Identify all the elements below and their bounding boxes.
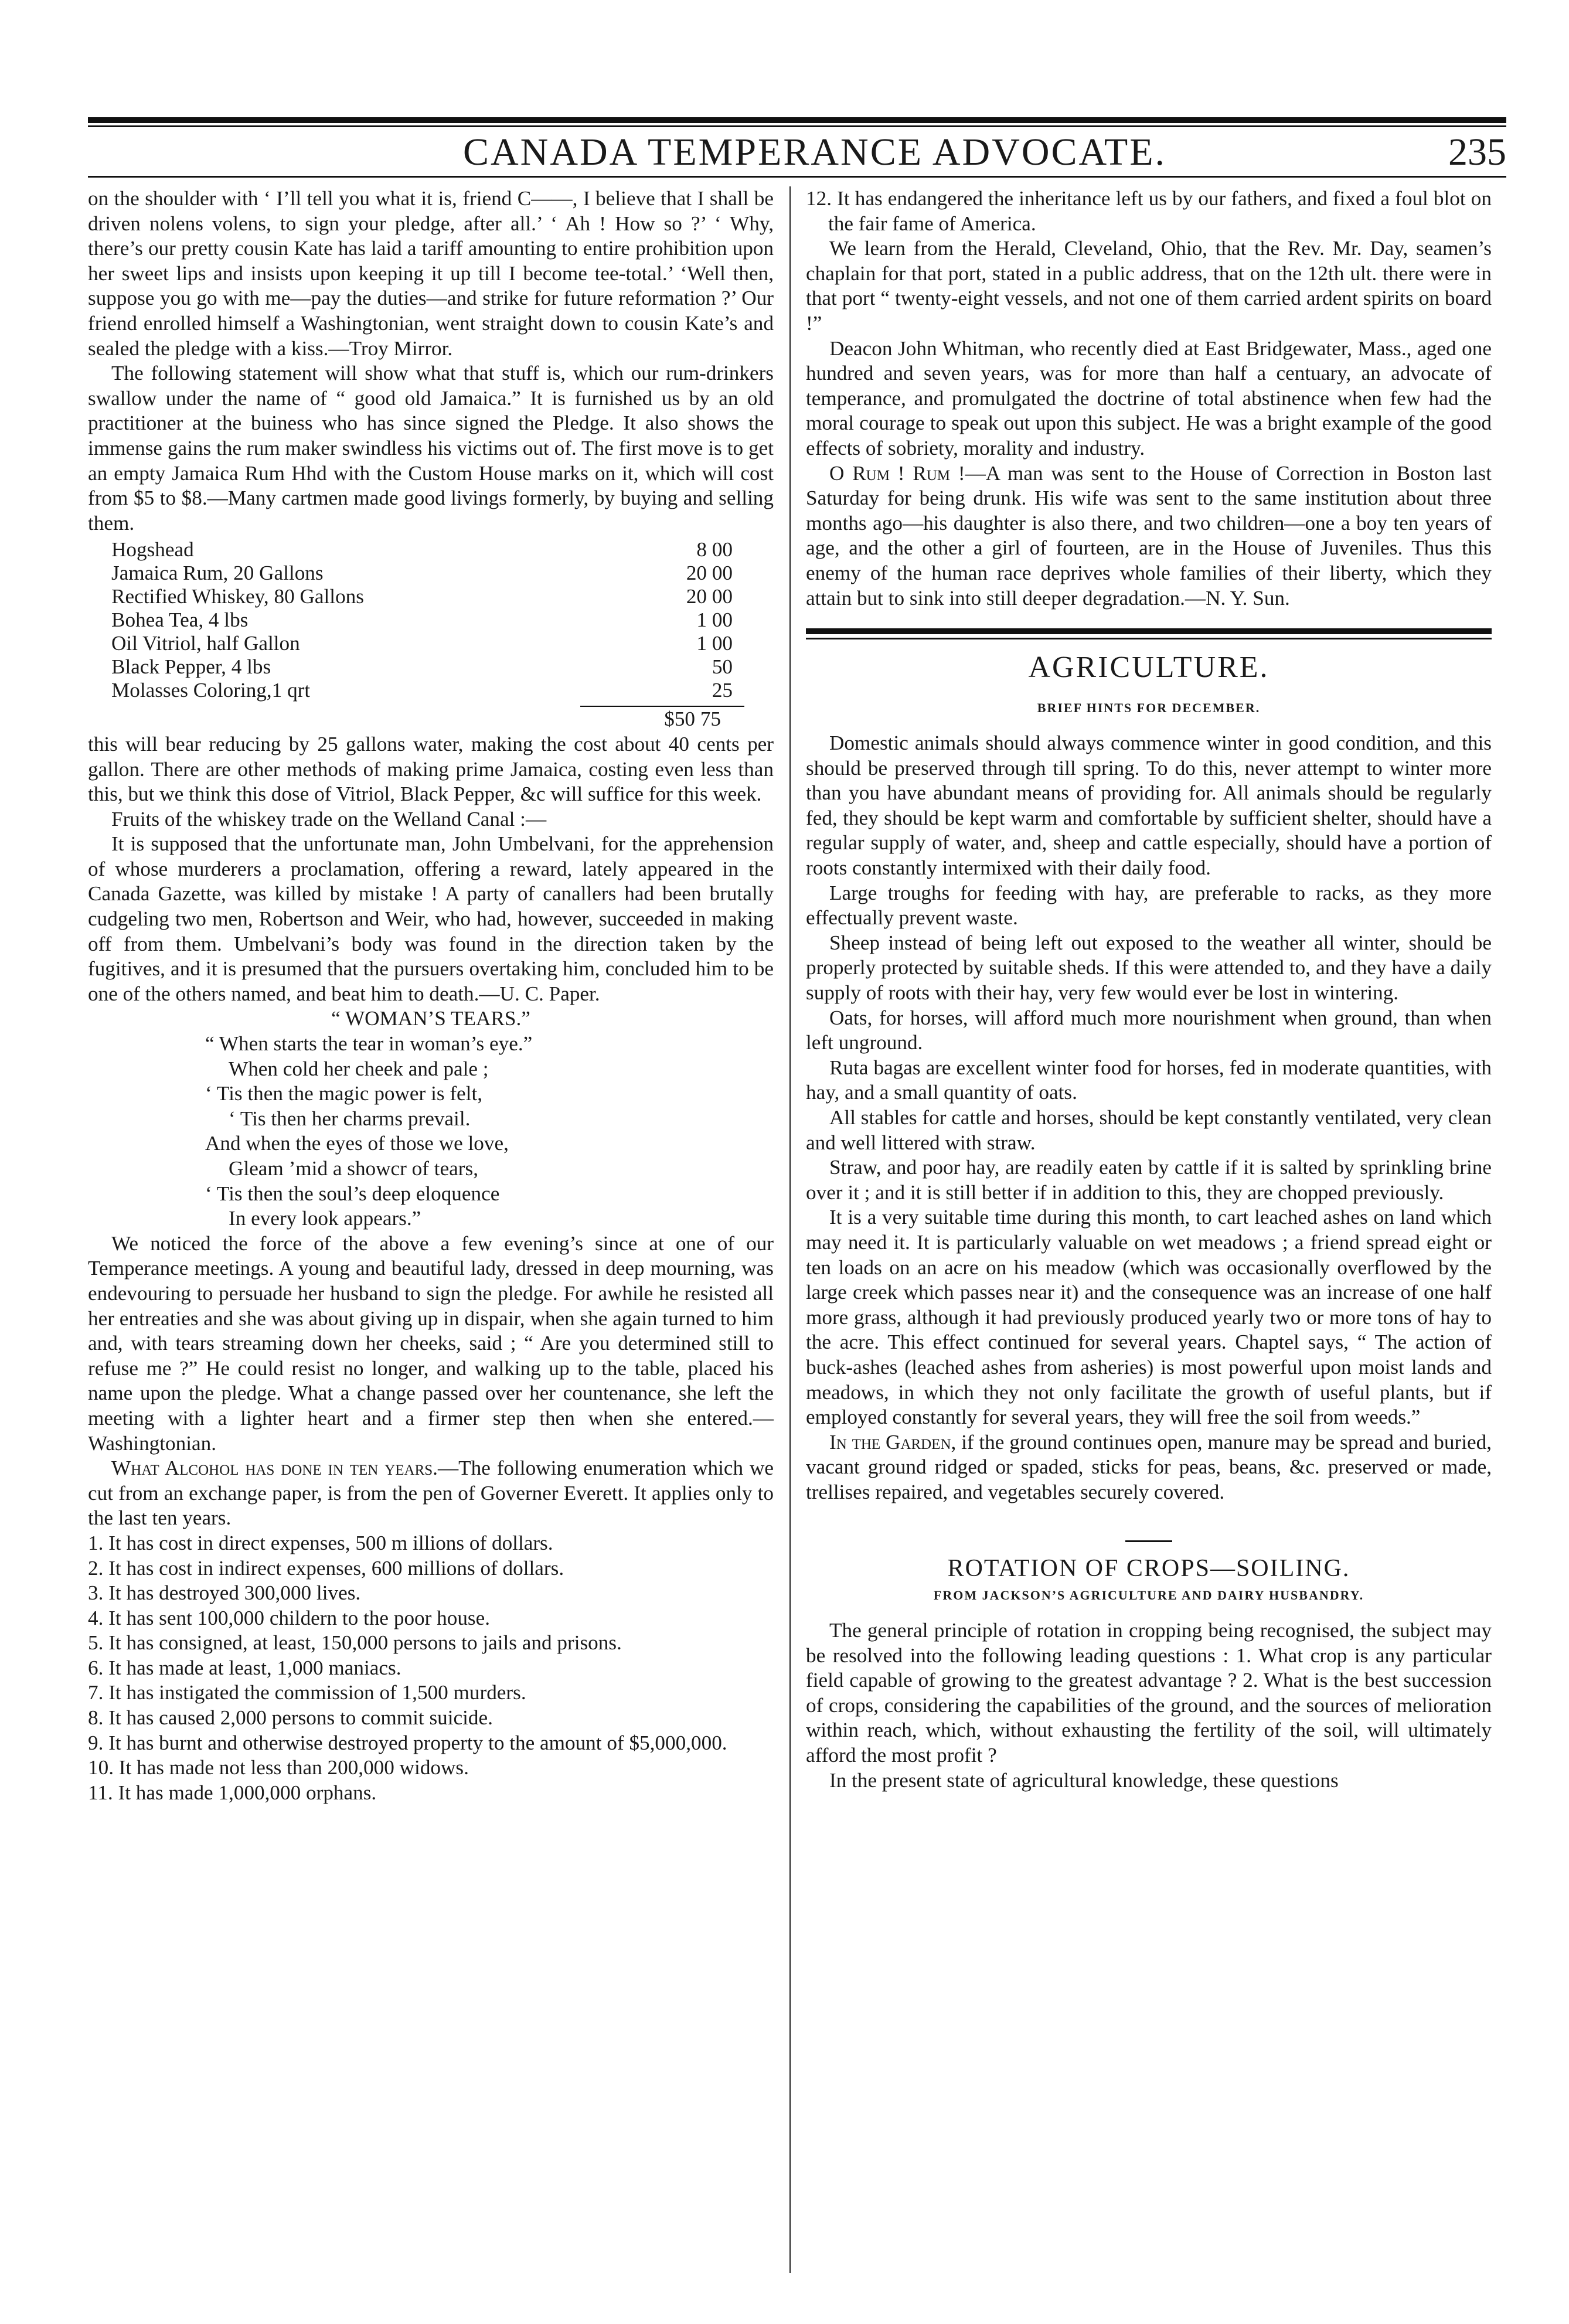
section-rule [806, 628, 1492, 634]
list-item: 5. It has consigned, at least, 150,000 persons to jails and prisons. [88, 1631, 622, 1655]
poem-line: In every look appears.” [229, 1207, 421, 1230]
article-paragraph: Sheep instead of being left out exposed to the weather all winter, should be properly protected by suitable sheds. If this were attended to, and they have a daily supply of roots with their hay, very few would ever be lost in wintering. [806, 931, 1492, 1005]
cost-amount: 1 00 [696, 632, 733, 655]
cost-item: Rectified Whiskey, 80 Gallons [111, 585, 364, 608]
list-item: 3. It has destroyed 300,000 lives. [88, 1581, 361, 1605]
cost-item: Jamaica Rum, 20 Gallons [111, 562, 324, 585]
cost-table-row [111, 655, 756, 679]
right-column [806, 186, 1492, 1793]
cost-table-row [111, 608, 756, 632]
cost-item: Bohea Tea, 4 lbs [111, 608, 249, 632]
cost-item: Molasses Coloring,1 qrt [111, 679, 311, 702]
lead-in: In the Garden, [829, 1430, 957, 1454]
article-paragraph: In the present state of agricultural knowledge, these questions [829, 1768, 1339, 1792]
newspaper-page [88, 106, 1506, 2286]
poem-line: And when the eyes of those we love, [205, 1132, 509, 1155]
top-rule-thin [88, 125, 1506, 127]
article-paragraph: Oats, for horses, will afford much more nourishment when ground, than when left unground. [806, 1006, 1492, 1054]
list-item: 1. It has cost in direct expenses, 500 m illions of dollars. [88, 1531, 553, 1554]
paragraph-text: —A man was sent to the House of Correction in Boston last Saturday for being drunk. His wife was sent to the same institution about three months ago—his daughter is also there, and two children—one a boy ten years of age, and the other a girl of fourteen, are in the House of Juveniles. Thus this enemy of the human race deprives whole families of their liberty, which they attain but to sink into still deeper degradation.—N. Y. Sun. [806, 461, 1492, 610]
cost-table-row [111, 632, 756, 655]
cost-total: $50 75 [580, 706, 744, 732]
cost-amount: 20 00 [686, 585, 733, 608]
paragraph-text: —The following enumeration which we cut from an exchange paper, is from the pen of Governer Everett. It applies only to the last ten years. [88, 1457, 774, 1530]
article-paragraph: We noticed the force of the above a few evening’s since at one of our Temperance meetings. A young and beautiful lady, dressed in deep mourning, was endevouring to persuade her husband to sign the pledge. For awhile he resisted all her entreaties and she was about giving up in dispair, when she again turned to him and, with tears streaming down her cheeks, said ; “ Are you determined still to refuse me ?” He could resist no longer, and walking up to the table, placed his name upon the pledge. What a change passed over her countenance, she left the meeting with a lighter heart and a firmer step then when she entered.—Washingtonian. [88, 1231, 774, 1455]
article-paragraph: Domestic animals should always commence winter in good condition, and this should be preserved through till spring. To do this, never attempt to winter more than you have abundant means of providing for. All animals should be regularly fed, they should be kept warm and comfortable by sufficient shelter, should have a regular supply of water, and, sheep and cattle especially, should have a portion of roots constantly intermixed with their daily food. [806, 731, 1492, 880]
article-paragraph: this will bear reducing by 25 gallons water, making the cost about 40 cents per gallon. There are other methods of making prime Jamaica, costing even less than this, but we think this dose of Vitriol, Black Pepper, &c will suffice for this week. [88, 732, 774, 806]
list-item: 8. It has caused 2,000 persons to commit suicide. [88, 1706, 493, 1730]
paragraph-text: if the ground continues open, manure may be spread and buried, vacant ground ridged or spaded, sticks for peas, beans, &c. preserved or made, trellises repaired, and vegetables securely covered. [806, 1430, 1492, 1503]
article-paragraph: The general principle of rotation in cropping being recognised, the subject may be resolved into the following leading questions : 1. What crop is any particular field capable of growing to the greatest advantage ? 2. What is the best succession of crops, considering the capabilities of the ground, and the sources of melioration within reach, which, without exhausting the fertility of the soil, will ultimately afford the most profit ? [806, 1619, 1492, 1767]
list-item: 4. It has sent 100,000 childern to the poor house. [88, 1606, 491, 1629]
poem-line: “ When starts the tear in woman’s eye.” [205, 1032, 533, 1056]
cost-table-row [111, 538, 756, 562]
section-rule-thin [806, 638, 1492, 639]
cost-table-row [111, 562, 756, 585]
list-item: 12. It has endangered the inheritance left us by our fathers, and fixed a foul blot on the fair fame of America. [806, 187, 1492, 235]
article-paragraph: We learn from the Herald, Cleveland, Ohio, that the Rev. Mr. Day, seamen’s chaplain for that port, stated in a public address, that on the 12th ult. there were in that port “ twenty-eight vessels, and not one of them carried ardent spirits on board !” [806, 237, 1492, 335]
numbered-list-continued [806, 186, 1492, 236]
cost-table [111, 538, 756, 702]
poem-title: “ WOMAN’S TEARS.” [331, 1007, 530, 1030]
cost-item: Black Pepper, 4 lbs [111, 655, 271, 679]
cost-table-row [111, 679, 756, 702]
article-paragraph: Fruits of the whiskey trade on the Welland Canal :— [111, 807, 547, 831]
list-item: 11. It has made 1,000,000 orphans. [88, 1781, 377, 1804]
list-item: 6. It has made at least, 1,000 maniacs. [88, 1656, 401, 1679]
poem-line: ‘ Tis then the magic power is felt, [205, 1082, 483, 1105]
article-paragraph: Ruta bagas are excellent winter food for horses, fed in moderate quantities, with hay, and a small quantity of oats. [806, 1056, 1492, 1104]
header-rule [88, 176, 1506, 178]
article-heading: ROTATION OF CROPS—SOILING. [947, 1554, 1350, 1582]
article-paragraph [88, 1456, 774, 1531]
lead-in: What Alcohol has done in ten years. [111, 1457, 438, 1480]
cost-amount: 20 00 [686, 562, 733, 585]
top-rule [88, 117, 1506, 123]
article-paragraph: It is a very suitable time during this month, to cart leached ashes on land which may need it. It is particularly valuable on wet meadows ; a friend spread eight or ten loads on an acre on his meadow (which was occasionally overflowed by the large creek which passes near it) and the consequence was an increase of one half more grass, although it had previously produced yearly two or more tons of hay to the acre. This effect continued for several years. Chaptel says, “ The action of buck-ashes (leached ashes from asheries) is most powerful upon moist lands and meadows, in which they not only facilitate the growth of useful plants, but if employed constantly for several years, they will free the soil from weeds.” [806, 1206, 1492, 1429]
article-paragraph: Deacon John Whitman, who recently died at East Bridgewater, Mass., aged one hundred and seven years, was for more than half a centuary, an advocate of temperance, and promulgated the doctrine of total abstinence when few had the moral courage to speak out upon this subject. He was a bright example of the good effects of sobriety, morality and industry. [806, 336, 1492, 460]
left-column [88, 186, 774, 1805]
list-item: 10. It has made not less than 200,000 widows. [88, 1756, 469, 1779]
lead-in: O Rum ! Rum ! [829, 461, 965, 485]
poem-line: ‘ Tis then her charms prevail. [229, 1107, 471, 1130]
poem-line: Gleam ’mid a showcr of tears, [229, 1157, 479, 1180]
list-item: 7. It has instigated the commission of 1,500 murders. [88, 1681, 526, 1704]
cost-table-row [111, 585, 756, 608]
poem-line: ‘ Tis then the soul’s deep eloquence [205, 1182, 500, 1205]
article-paragraph: It is supposed that the unfortunate man, John Umbelvani, for the apprehension of whose murderers a proclamation, offering a reward, lately appeared in the Canada Gazette, was killed by mistake ! A party of canallers had been brutally cudgeling two men, Robertson and Weir, who had, however, succeeded in making off from them. Umbelvani’s body was found in the direction taken by the fugitives, and it is presumed that the pursuers overtaking him, concluded him to be one of the others named, and beat him to death.—U. C. Paper. [88, 832, 774, 1005]
column-divider [789, 186, 791, 2273]
poem-line: When cold her cheek and pale ; [229, 1057, 489, 1080]
cost-amount: 50 [712, 655, 733, 679]
section-title: AGRICULTURE. [1028, 651, 1270, 685]
cost-amount: 8 00 [696, 538, 733, 562]
numbered-list [88, 1531, 774, 1806]
article-paragraph: All stables for cattle and horses, should be kept constantly ventilated, very clean and well littered with straw. [806, 1106, 1492, 1154]
article-paragraph: Large troughs for feeding with hay, are preferable to racks, as they more effectually prevent waste. [806, 881, 1492, 930]
masthead-title: CANADA TEMPERANCE ADVOCATE. [463, 131, 1167, 173]
cost-item: Oil Vitriol, half Gallon [111, 632, 300, 655]
article-paragraph [806, 1430, 1492, 1505]
cost-item: Hogshead [111, 538, 194, 562]
subheading: BRIEF HINTS FOR DECEMBER. [1037, 700, 1261, 716]
page-number: 235 [1448, 131, 1506, 173]
list-item: 2. It has cost in indirect expenses, 600 millions of dollars. [88, 1556, 564, 1580]
list-item: 9. It has burnt and otherwise destroyed property to the amount of $5,000,000. [88, 1731, 727, 1754]
article-paragraph [806, 461, 1492, 611]
subheading: FROM JACKSON’S AGRICULTURE AND DAIRY HUSBANDRY. [933, 1588, 1364, 1603]
poem [88, 1032, 774, 1231]
cost-amount: 1 00 [696, 608, 733, 632]
cost-amount: 25 [712, 679, 733, 702]
article-paragraph: on the shoulder with ‘ I’ll tell you what it is, friend C——, I believe that I shall be driven nolens volens, to sign your pledge, after all.’ ‘ Ah ! How so ?’ ‘ Why, there’s our pretty cousin Kate has laid a tariff amounting to entire prohibition upon her sweet lips and insists upon keeping it up till I become tee-total.’ ‘Well then, suppose you go with me—pay the duties—and strike for future reformation ?’ Our friend enrolled himself a Washingtonian, went straight down to cousin Kate’s and sealed the pledge with a kiss.—Troy Mirror. [88, 187, 774, 360]
short-rule [1125, 1540, 1172, 1542]
article-paragraph: The following statement will show what that stuff is, which our rum-drinkers swallow under the name of “ good old Jamaica.” It is furnished us by an old practitioner at the buiness who has since signed the Pledge. It also shows the immense gains the rum maker swindless his victims out of. The first move is to get an empty Jamaica Rum Hhd with the Custom House marks on it, which will cost from $5 to $8.—Many cartmen made good livings formerly, by buying and selling them. [88, 362, 774, 535]
article-paragraph: Straw, and poor hay, are readily eaten by cattle if it is salted by sprinkling brine over it ; and it is still better if in addition to this, they are chopped previously. [806, 1156, 1492, 1204]
